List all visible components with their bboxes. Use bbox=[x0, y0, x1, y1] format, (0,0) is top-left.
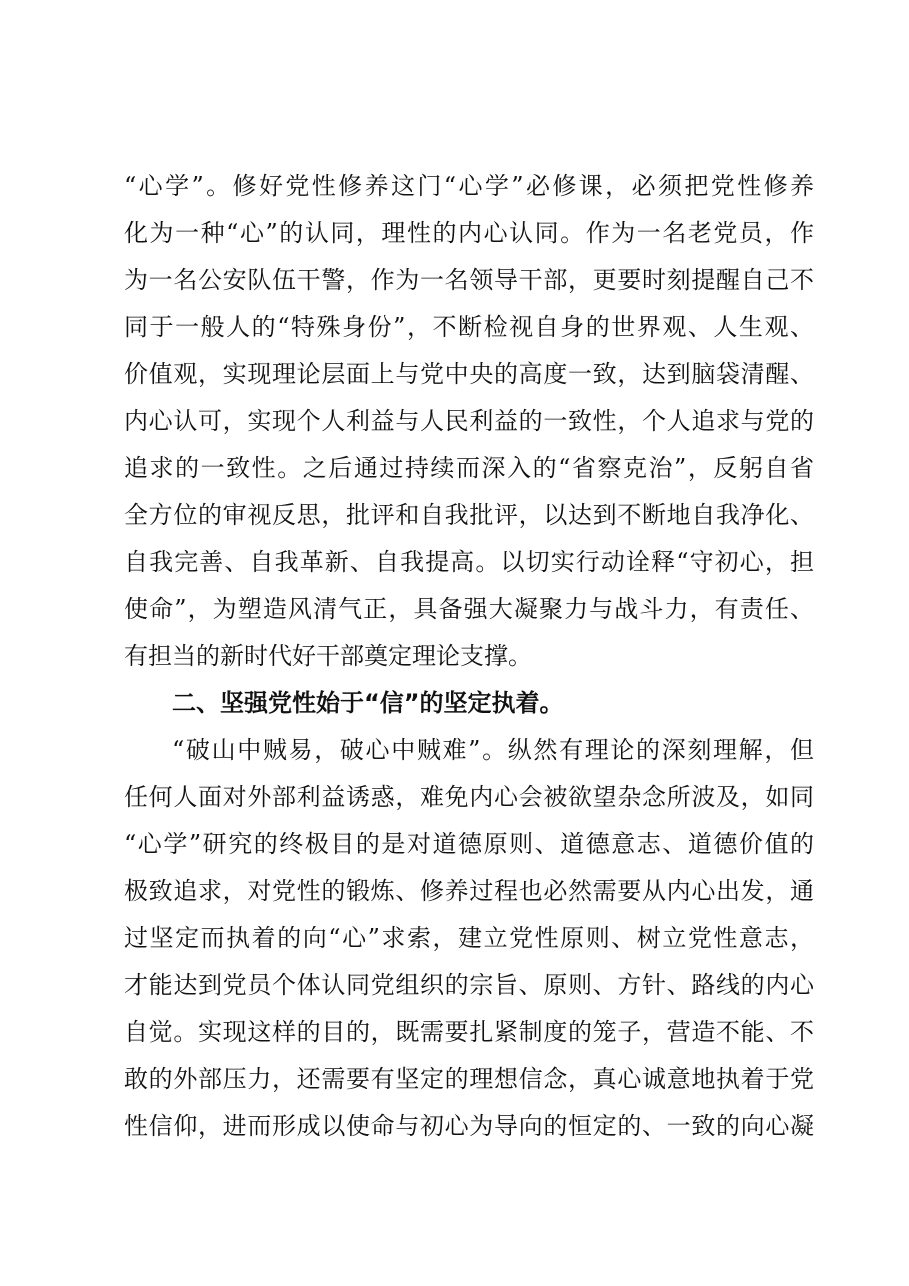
text-line: “心学”。修好党性修养这门“心学”必修课，必须把党性修养 bbox=[124, 172, 814, 200]
text-line: 为一名公安队伍干警，作为一名领导干部，更要时刻提醒自己不 bbox=[124, 266, 814, 294]
text-line: 极致追求，对党性的锻炼、修养过程也必然需要从内心出发，通 bbox=[124, 877, 814, 905]
text-line: 内心认可，实现个人利益与人民利益的一致性，个人追求与党的 bbox=[124, 407, 814, 435]
text-line: “心学”研究的终极目的是对道德原则、道德意志、道德价值的 bbox=[124, 830, 814, 858]
paragraph-1 bbox=[124, 163, 814, 680]
text-line: 价值观，实现理论层面上与党中央的高度一致，达到脑袋清醒、 bbox=[124, 360, 814, 388]
paragraph-2 bbox=[124, 727, 814, 1150]
text-line: 任何人面对外部利益诱惑，难免内心会被欲望杂念所波及，如同 bbox=[124, 783, 814, 811]
text-line: 自我完善、自我革新、自我提高。以切实行动诠释“守初心，担 bbox=[124, 548, 814, 576]
text-line: 自觉。实现这样的目的，既需要扎紧制度的笼子，营造不能、不 bbox=[124, 1018, 814, 1046]
text-line: “破山中贼易，破心中贼难”。纵然有理论的深刻理解，但 bbox=[172, 736, 814, 764]
text-line: 全方位的审视反思，批评和自我批评，以达到不断地自我净化、 bbox=[124, 501, 814, 529]
text-line: 使命”，为塑造风清气正，具备强大凝聚力与战斗力，有责任、 bbox=[124, 595, 814, 623]
text-line: 同于一般人的“特殊身份”，不断检视自身的世界观、人生观、 bbox=[124, 313, 814, 341]
text-line: 敢的外部压力，还需要有坚定的理想信念，真心诚意地执着于党 bbox=[124, 1065, 814, 1093]
text-line: 才能达到党员个体认同党组织的宗旨、原则、方针、路线的内心 bbox=[124, 971, 814, 999]
text-line: 性信仰，进而形成以使命与初心为导向的恒定的、一致的向心凝 bbox=[124, 1112, 814, 1140]
section-heading: 二、坚强党性始于“信”的坚定执着。 bbox=[172, 689, 564, 717]
text-line: 有担当的新时代好干部奠定理论支撑。 bbox=[124, 642, 532, 670]
text-line: 过坚定而执着的向“心”求索，建立党性原则、树立党性意志， bbox=[124, 924, 814, 952]
text-line: 追求的一致性。之后通过持续而深入的“省察克治”，反躬自省 bbox=[124, 454, 814, 482]
document-body bbox=[124, 163, 814, 1150]
text-line: 化为一种“心”的认同，理性的内心认同。作为一名老党员，作 bbox=[124, 219, 814, 247]
